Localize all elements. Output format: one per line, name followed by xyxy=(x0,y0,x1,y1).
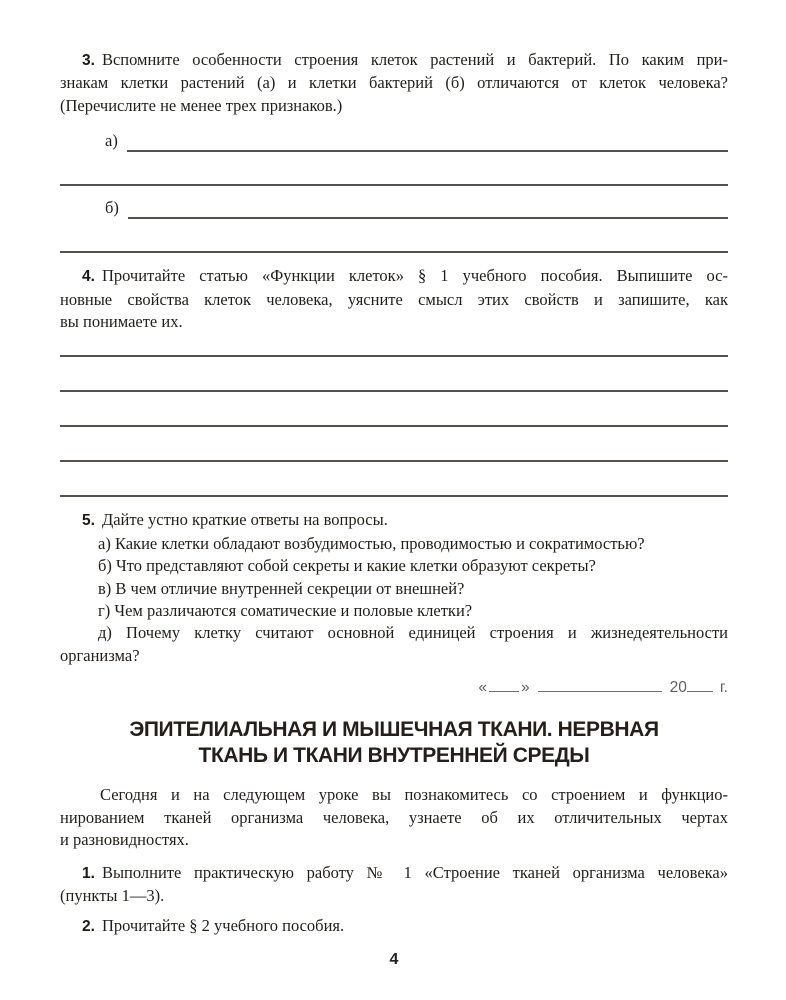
task-3-line-1 xyxy=(60,49,728,72)
date-year-blank xyxy=(687,691,713,692)
task-5-question-a: а) Какие клетки обладают возбудимостью, проводимостью и сократимостью? xyxy=(98,533,645,553)
task-5-line-1 xyxy=(60,509,728,532)
task-5-question-b: б) Что представляют собой секреты и какие клетки образуют секреты? xyxy=(98,556,596,576)
section-title xyxy=(60,717,728,769)
section-title-line-2: ТКАНЬ И ТКАНИ ВНУТРЕННЕЙ СРЕДЫ xyxy=(198,744,590,768)
task-3-line-2: знакам клетки растений (а) и клетки бактерий (б) отличаются от клеток человека? xyxy=(60,73,728,93)
task-5-intro: Дайте устно краткие ответы на вопросы. xyxy=(101,510,388,530)
date-century: 20 xyxy=(669,679,687,697)
task-2-text: Прочитайте § 2 учебного пособия. xyxy=(101,916,345,936)
task-4-line-3: вы понимаете их. xyxy=(60,312,183,332)
task-3 xyxy=(60,49,728,117)
task-4-line-1 xyxy=(60,265,728,288)
date-day-blank xyxy=(489,691,519,692)
task-1-number: 1. xyxy=(82,864,95,882)
task-4-number: 4. xyxy=(82,268,95,286)
date-year-suffix: г. xyxy=(719,679,728,697)
task-4 xyxy=(60,265,728,333)
task-3-text-1: Вспомните особенности строения клеток растений и бактерий. По каким при- xyxy=(101,50,728,69)
answer-row-a xyxy=(60,126,728,152)
task-5 xyxy=(60,509,728,667)
page-number: 4 xyxy=(389,950,399,968)
task-3-number: 3. xyxy=(82,52,95,69)
task-1-line-1 xyxy=(60,862,728,885)
answer-line xyxy=(60,355,728,357)
task-5-question-g: г) Чем различаются соматические и половые клетки? xyxy=(98,601,473,621)
task-4-line-2: новные свойства клеток человека, уясните смысл этих свойств и запишите, как xyxy=(60,289,728,309)
task-2 xyxy=(60,915,728,938)
answer-row-b xyxy=(60,193,728,219)
answer-line xyxy=(60,251,728,253)
task-3-line-3: (Перечислите не менее трех признаков.) xyxy=(60,95,343,115)
task-5-number: 5. xyxy=(82,512,95,530)
task-2-line-1 xyxy=(60,915,728,938)
task-2-number: 2. xyxy=(82,918,95,936)
answer-line xyxy=(60,390,728,392)
task-5-question-d: д) Почему клетку считают основной единицей строения и жизнедеятельности xyxy=(98,623,728,643)
task-1-line-2: (пункты 1—3). xyxy=(60,885,165,905)
task-5-question-d-continuation: организма? xyxy=(60,645,140,665)
answer-line xyxy=(60,460,728,462)
task-4-text-1: Прочитайте статью «Функции клеток» § 1 учебного пособия. Выпишите ос- xyxy=(101,266,728,286)
task-5-question-v: в) В чем отличие внутренней секреции от внешней? xyxy=(98,578,465,598)
answer-label-b: б) xyxy=(105,197,119,217)
task-1-text-1: Выполните практическую работу № 1 «Строение тканей организма человека» xyxy=(101,862,728,882)
answer-label-a: а) xyxy=(105,130,118,150)
section-intro-line-1: Сегодня и на следующем уроке вы познакомитесь со строением и функцио- xyxy=(100,785,728,805)
section-intro xyxy=(60,784,728,851)
date-open-quote: « xyxy=(478,679,488,697)
date-close-quote: » xyxy=(521,679,530,697)
answer-line xyxy=(127,150,728,152)
section-title-line-1: ЭПИТЕЛИАЛЬНАЯ И МЫШЕЧНАЯ ТКАНИ. НЕРВНАЯ xyxy=(129,718,659,742)
section-intro-line-3: и разновидностях. xyxy=(60,830,189,850)
answer-line xyxy=(60,425,728,427)
section-intro-line-2: нированием тканей организма человека, узнаете об их отличительных чертах xyxy=(60,807,728,827)
answer-line xyxy=(128,217,728,219)
date-fill-in-row xyxy=(60,677,728,699)
date-month-blank xyxy=(538,691,662,692)
answer-line xyxy=(60,495,728,497)
task-1 xyxy=(60,862,728,908)
answer-line xyxy=(60,184,728,186)
